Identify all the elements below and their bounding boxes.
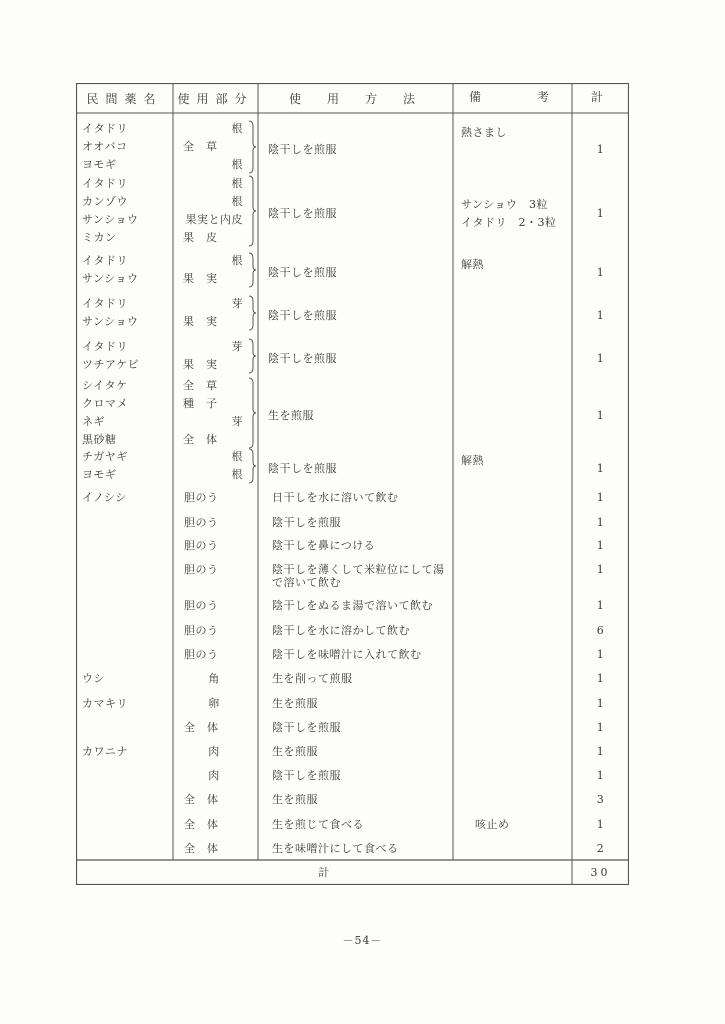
count-value: 1	[596, 461, 605, 475]
drug-name: サンショウ	[82, 315, 139, 328]
drug-name: クロマメ	[82, 397, 128, 410]
method-text: で溶いて飲む	[272, 576, 341, 589]
use-part: 全 体	[184, 818, 219, 831]
count-value: 1	[596, 308, 605, 322]
method-text: 陰干しを煎服	[268, 265, 337, 279]
use-part: 胆のう	[184, 491, 219, 504]
method-text: 陰干しを煎服	[268, 351, 337, 365]
curly-brace-icon	[248, 252, 256, 288]
use-part: 根	[231, 254, 243, 267]
page-number: －54－	[342, 934, 383, 947]
curly-brace-icon	[248, 175, 256, 247]
use-part: 果 皮	[183, 231, 218, 244]
use-part: 果 実	[183, 272, 218, 285]
count-value: 1	[596, 516, 605, 529]
note-text: 解熱	[461, 258, 484, 271]
curly-brace-icon	[248, 448, 256, 484]
use-part: 卵	[208, 697, 220, 710]
method-text: 陰干しを鼻につける	[272, 539, 376, 552]
count-value: 1	[596, 721, 605, 734]
drug-name: ヨモギ	[82, 468, 117, 481]
drug-name: カンゾウ	[82, 195, 128, 208]
use-part: 角	[208, 672, 220, 685]
drug-name: カワニナ	[82, 745, 128, 758]
method-text: 生を煎服	[268, 408, 314, 422]
use-part: 胆のう	[184, 516, 219, 529]
header-method: 使 用 方 法	[288, 92, 422, 106]
use-part: 根	[231, 195, 243, 208]
herbal-remedy-table	[76, 83, 629, 885]
drug-name: イタドリ	[82, 177, 128, 190]
use-part: 芽	[231, 340, 243, 353]
header-count: 計	[590, 90, 610, 104]
drug-name: 黒砂糖	[82, 433, 117, 446]
count-value: 1	[596, 672, 605, 685]
use-part: 全 体	[184, 842, 219, 855]
use-part: 胆のう	[184, 624, 219, 637]
method-text: 日干しを水に溶いて飲む	[272, 491, 399, 504]
method-text: 陰干しを煎服	[268, 142, 337, 156]
drug-name: イノシシ	[82, 491, 127, 504]
total-label: 計	[318, 866, 330, 879]
method-text: 陰干しを煎服	[272, 516, 341, 529]
method-text: 陰干しをぬるま湯で溶いて飲む	[272, 599, 433, 612]
method-text: 陰干しを煎服	[268, 461, 337, 475]
count-value: 1	[596, 491, 605, 504]
drug-name: カマキリ	[82, 697, 128, 710]
use-part: 根	[231, 468, 243, 481]
use-part: 果実と内皮	[185, 213, 243, 226]
count-value: 2	[596, 842, 605, 855]
note-text: 熱さまし	[461, 126, 507, 139]
drug-name: シイタケ	[82, 379, 128, 392]
use-part: 胆のう	[184, 563, 219, 576]
header-part: 使用部分	[177, 92, 254, 106]
use-part: 全 草	[183, 379, 218, 392]
drug-name: サンショウ	[82, 272, 139, 285]
drug-name: ヨモギ	[82, 158, 117, 171]
use-part: 芽	[231, 297, 243, 310]
count-value: 1	[596, 142, 605, 156]
use-part: 芽	[231, 415, 243, 428]
method-text: 陰干しを煎服	[268, 206, 337, 220]
drug-name: イタドリ	[82, 254, 128, 267]
count-value: 1	[596, 697, 605, 710]
drug-name: イタドリ	[82, 122, 128, 135]
use-part: 肉	[208, 745, 220, 758]
method-text: 陰干しを薄くして米粒位にして湯	[272, 563, 445, 576]
method-text: 生を煎服	[272, 793, 318, 806]
use-part: 肉	[208, 769, 220, 782]
curly-brace-icon	[248, 377, 256, 449]
curly-brace-icon	[248, 338, 256, 374]
count-value: 1	[596, 769, 605, 782]
note-text: サンショウ 3粒	[461, 197, 548, 211]
use-part: 全 草	[183, 140, 218, 153]
use-part: 根	[231, 450, 243, 463]
method-text: 陰干しを味噌汁に入れて飲む	[272, 648, 422, 661]
use-part: 全 体	[184, 721, 219, 734]
use-part: 胆のう	[184, 599, 219, 612]
curly-brace-icon	[248, 295, 256, 331]
method-text: 陰干しを煎服	[272, 721, 341, 734]
count-value: 3	[596, 793, 605, 806]
drug-name: イタドリ	[82, 340, 128, 353]
method-text: 陰干しを煎服	[268, 308, 337, 322]
count-value: 1	[596, 599, 605, 612]
note-text: 咳止め	[475, 818, 510, 831]
drug-name: ネギ	[82, 415, 105, 428]
use-part: 胆のう	[184, 539, 219, 552]
use-part: 果 実	[183, 315, 218, 328]
header-note-b: 考	[537, 90, 557, 104]
method-text: 生を煎服	[272, 745, 318, 758]
use-part: 根	[231, 177, 243, 190]
count-value: 1	[596, 818, 605, 831]
drug-name: イタドリ	[82, 297, 128, 310]
method-text: 生を煎じて食べる	[272, 818, 364, 831]
note-text: 解熱	[461, 454, 484, 467]
count-value: 1	[596, 539, 605, 552]
count-value: 1	[596, 351, 605, 365]
method-text: 生を煎服	[272, 697, 318, 710]
drug-name: チガヤギ	[82, 450, 128, 463]
method-text: 陰干しを煎服	[272, 769, 341, 782]
count-value: 1	[596, 745, 605, 758]
count-value: 1	[596, 408, 605, 422]
curly-brace-icon	[248, 120, 256, 174]
drug-name: オオバコ	[82, 140, 128, 153]
drug-name: サンショウ	[82, 213, 139, 226]
method-text: 生を味噌汁にして食べる	[272, 842, 399, 855]
use-part: 胆のう	[184, 648, 219, 661]
method-text: 生を削って煎服	[272, 672, 353, 685]
count-value: 1	[596, 206, 605, 220]
use-part: 全 体	[184, 793, 219, 806]
use-part: 根	[231, 122, 243, 135]
count-value: 1	[596, 563, 605, 576]
count-value: 1	[596, 648, 605, 661]
header-note-a: 備	[469, 90, 489, 104]
use-part: 全 体	[183, 433, 218, 446]
method-text: 陰干しを水に溶かして飲む	[272, 624, 410, 637]
header-name: 民間薬名	[86, 92, 163, 106]
use-part: 根	[231, 158, 243, 171]
count-value: 6	[596, 624, 605, 637]
count-value: 1	[596, 265, 605, 279]
drug-name: ミカン	[82, 231, 117, 244]
drug-name: ツチアケビ	[82, 358, 140, 371]
drug-name: ウシ	[82, 672, 105, 685]
use-part: 果 実	[183, 358, 218, 371]
note-text: イタドリ 2・3粒	[461, 215, 557, 229]
total-value: 30	[590, 866, 611, 879]
use-part: 種 子	[183, 397, 218, 410]
